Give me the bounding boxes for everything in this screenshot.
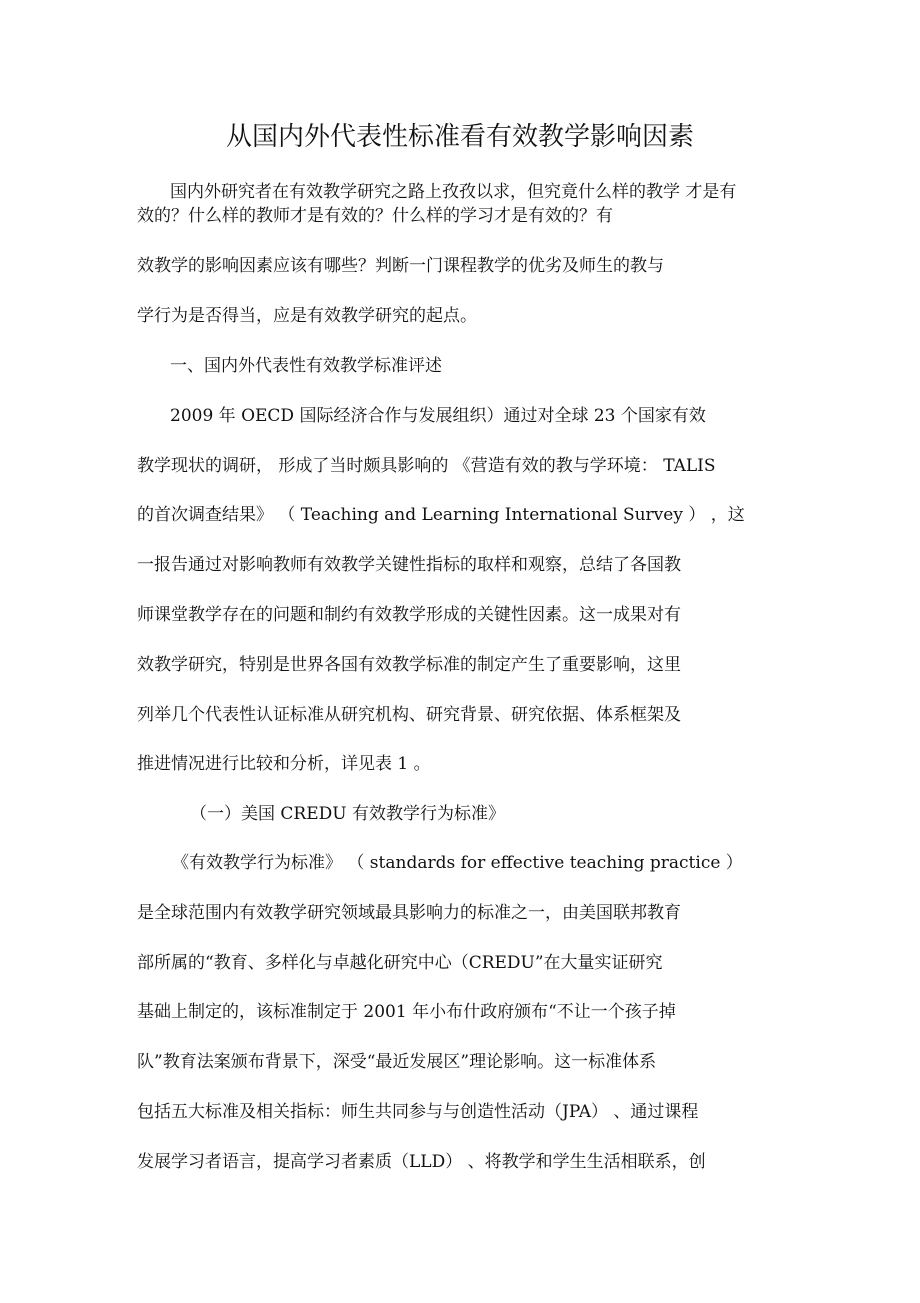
paragraph-line: 2009 年 OECD 国际经济合作与发展组织）通过对全球 23 个国家有效 — [170, 406, 706, 426]
paragraph-line: 国内外研究者在有效教学研究之路上孜孜以求，但究竟什么样的教学 才是有 — [170, 182, 737, 202]
section-heading: 一、国内外代表性有效教学标准评述 — [170, 356, 442, 376]
subsection-heading: （一）美国 CREDU 有效教学行为标准》 — [190, 804, 505, 824]
paragraph-line: 效的？什么样的教师才是有效的？什么样的学习才是有效的？有 — [137, 206, 613, 226]
paragraph-line: 《有效教学行为标准》 （ standards for effective teaching practice ） — [172, 853, 743, 873]
paragraph-line: 教学现状的调研， 形成了当时颇具影响的 《营造有效的教与学环境： TALIS — [137, 456, 716, 476]
paragraph-line: 发展学习者语言，提高学习者素质（LLD） 、将教学和学生生活相联系，创 — [137, 1152, 706, 1172]
paragraph-line: 的首次调查结果》 （ Teaching and Learning International Survey ） ，这 — [137, 505, 745, 525]
paragraph-line: 师课堂教学存在的问题和制约有效教学形成的关键性因素。这一成果对有 — [137, 605, 681, 625]
paragraph-line: 推进情况进行比较和分析，详见表 1 。 — [137, 754, 431, 774]
paragraph-line: 效教学的影响因素应该有哪些？判断一门课程教学的优劣及师生的教与 — [137, 256, 664, 276]
paragraph-line: 部所属的“教育、多样化与卓越化研究中心（CREDU”在大量实证研究 — [137, 953, 663, 973]
paragraph-line: 包括五大标准及相关指标：师生共同参与与创造性活动（JPA） 、通过课程 — [137, 1102, 699, 1122]
paragraph-line: 是全球范围内有效教学研究领域最具影响力的标准之一，由美国联邦教育 — [137, 903, 681, 923]
paragraph-line: 列举几个代表性认证标准从研究机构、研究背景、研究依据、体系框架及 — [137, 705, 681, 725]
paragraph-line: 一报告通过对影响教师有效教学关键性指标的取样和观察，总结了各国教 — [137, 555, 681, 575]
paragraph-line: 效教学研究，特别是世界各国有效教学标准的制定产生了重要影响，这里 — [137, 655, 681, 675]
document-title: 从国内外代表性标准看有效教学影响因素 — [225, 122, 694, 152]
paragraph-line: 学行为是否得当，应是有效教学研究的起点。 — [137, 306, 477, 326]
paragraph-line: 基础上制定的，该标准制定于 2001 年小布什政府颁布“不让一个孩子掉 — [137, 1002, 676, 1022]
paragraph-line: 队”教育法案颁布背景下，深受“最近发展区”理论影响。这一标准体系 — [137, 1052, 657, 1072]
